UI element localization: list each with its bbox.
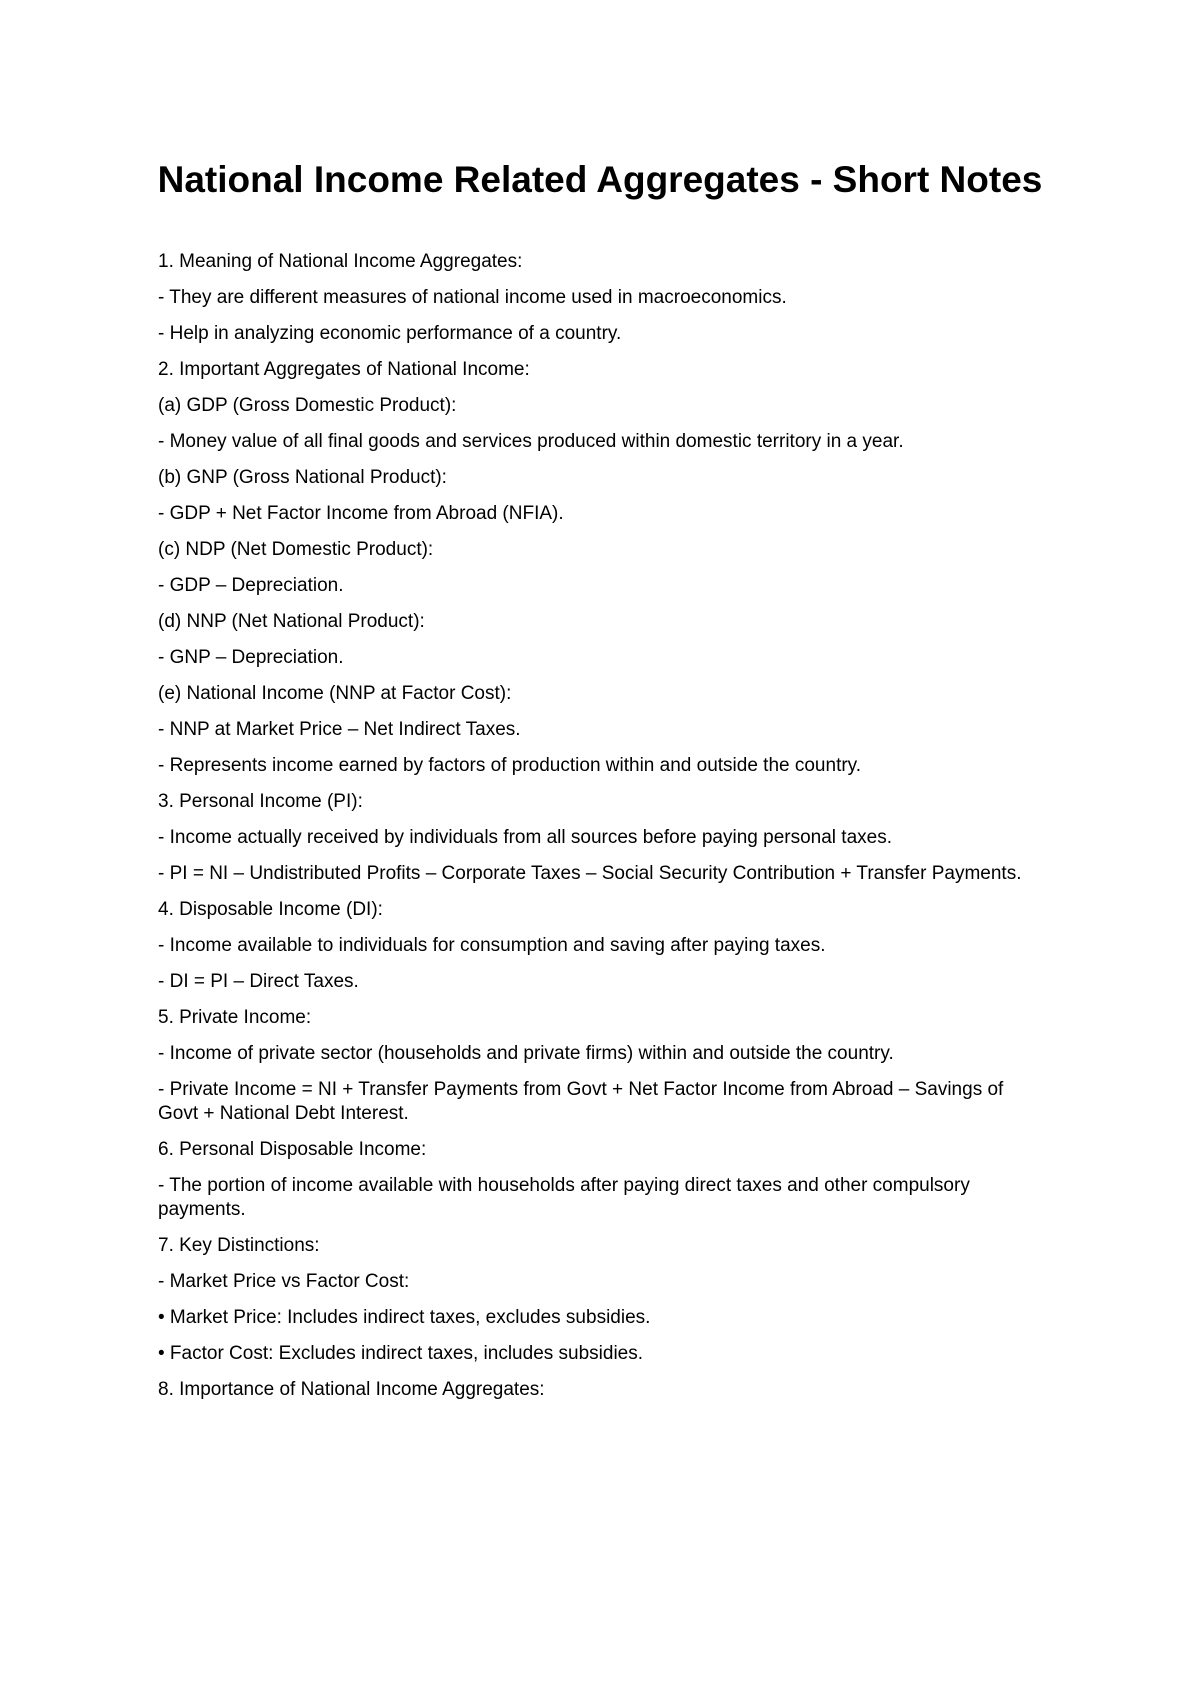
text-line: - GDP + Net Factor Income from Abroad (NFIA). [158, 503, 564, 524]
text-line: - Represents income earned by factors of production within and outside the country. [158, 755, 862, 776]
section-heading: 4. Disposable Income (DI): [158, 899, 383, 920]
section-heading: 5. Private Income: [158, 1007, 312, 1028]
section-7 [158, 1234, 1048, 1366]
document-title: National Income Related Aggregates - Short Notes [157, 159, 1043, 200]
subheading: (c) NDP (Net Domestic Product): [158, 539, 434, 560]
section-6 [158, 1138, 1048, 1222]
text-line: - PI = NI – Undistributed Profits – Corporate Taxes – Social Security Contribution + Transfer Payments. [158, 863, 1022, 884]
text-line: - Money value of all final goods and services produced within domestic territory in a year. [158, 431, 904, 452]
text-line: - Help in analyzing economic performance of a country. [158, 323, 622, 344]
section-heading: 8. Importance of National Income Aggregates: [158, 1379, 545, 1400]
section-heading: 3. Personal Income (PI): [158, 791, 363, 812]
section-5 [158, 1006, 1048, 1126]
text-line: - NNP at Market Price – Net Indirect Taxes. [158, 719, 521, 740]
text-line: - Market Price vs Factor Cost: [158, 1271, 410, 1292]
section-1 [158, 250, 1048, 346]
subheading: (d) NNP (Net National Product): [158, 611, 425, 632]
section-heading: 6. Personal Disposable Income: [158, 1139, 427, 1160]
text-line: - Income available to individuals for consumption and saving after paying taxes. [158, 935, 826, 956]
text-line: - GDP – Depreciation. [158, 575, 344, 596]
section-8 [158, 1378, 1048, 1402]
bullet-line: • Market Price: Includes indirect taxes, excludes subsidies. [158, 1307, 651, 1328]
text-line: - GNP – Depreciation. [158, 647, 344, 668]
subheading: (e) National Income (NNP at Factor Cost): [158, 683, 512, 704]
text-line: - DI = PI – Direct Taxes. [158, 971, 359, 992]
text-line: - Income actually received by individuals from all sources before paying personal taxes. [158, 827, 892, 848]
document-body [158, 250, 1048, 1414]
subheading: (a) GDP (Gross Domestic Product): [158, 395, 457, 416]
subheading: (b) GNP (Gross National Product): [158, 467, 447, 488]
section-heading: 7. Key Distinctions: [158, 1235, 320, 1256]
text-line: - Income of private sector (households and private firms) within and outside the country. [158, 1043, 894, 1064]
text-line: - Private Income = NI + Transfer Payments from Govt + Net Factor Income from Abroad – Savings of Govt + National Debt Interest. [158, 1079, 1004, 1124]
section-2 [158, 358, 1048, 778]
section-3 [158, 790, 1048, 886]
section-heading: 1. Meaning of National Income Aggregates: [158, 251, 523, 272]
bullet-line: • Factor Cost: Excludes indirect taxes, includes subsidies. [158, 1343, 644, 1364]
text-line: - They are different measures of national income used in macroeconomics. [158, 287, 787, 308]
section-heading: 2. Important Aggregates of National Income: [158, 359, 530, 380]
section-4 [158, 898, 1048, 994]
text-line: - The portion of income available with households after paying direct taxes and other compulsory payments. [158, 1175, 970, 1220]
